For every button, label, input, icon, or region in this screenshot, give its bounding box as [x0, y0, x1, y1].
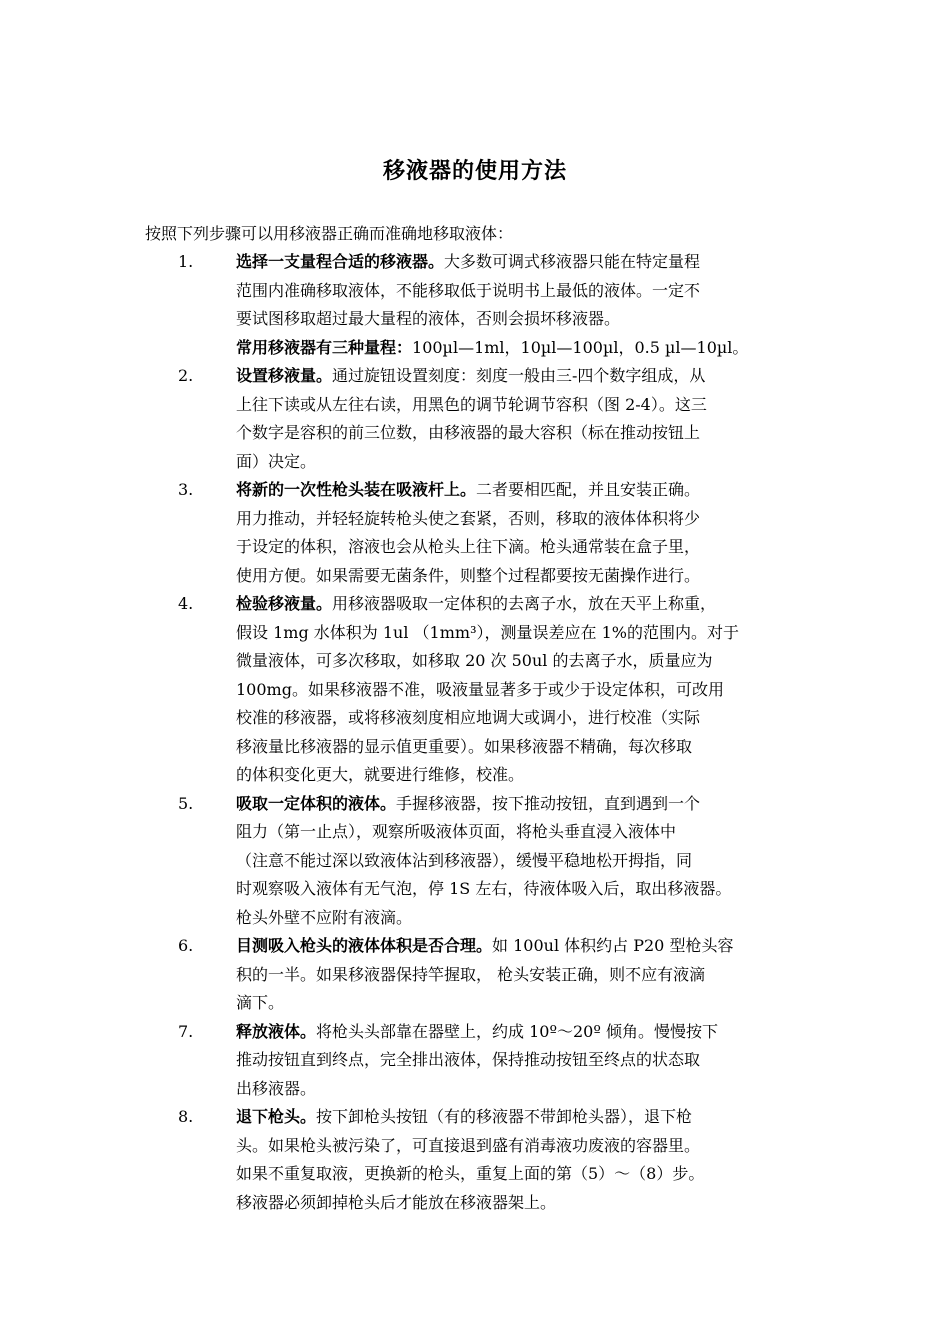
step-line: 100mg。如果移液器不准，吸液量显著多于或少于设定体积，可改用 — [236, 679, 724, 699]
step-text: 二者要相匹配，并且安装正确。 — [476, 480, 701, 499]
step-line: 要试图移取超过最大量程的液体，否则会损坏移液器。 — [236, 309, 621, 328]
step-line: 出移液器。 — [236, 1078, 317, 1098]
step-text: 大多数可调式移液器只能在特定量程 — [444, 252, 701, 271]
note-value: 100µl—1ml，10µl—100µl，0.5 µl—10µl。 — [412, 337, 749, 357]
step-line: 枪头外壁不应附有液滴。 — [236, 907, 413, 927]
step-heading: 吸取一定体积的液体。 — [236, 793, 397, 813]
step-line — [236, 476, 950, 505]
step-line: 如果不重复取液，更换新的枪头，重复上面的第（5）～（8）步。 — [236, 1164, 705, 1183]
step-heading: 检验移液量。 — [236, 594, 333, 613]
note-label: 常用移液器有三种量程： — [236, 337, 413, 357]
step-line: （注意不能过深以致液体沾到移液器），缓慢平稳地松开拇指，同 — [236, 850, 693, 870]
step-line: 移液量比移液器的显示值更重要）。如果移液器不精确，每次移取 — [236, 736, 693, 756]
step-2 — [0, 362, 950, 476]
step-heading: 选择一支量程合适的移液器。 — [236, 252, 445, 271]
step-line: 时观察吸入液体有无气泡，停 1S 左右，待液体吸入后，取出移液器。 — [236, 879, 732, 898]
step-line: 面）决定。 — [236, 451, 317, 471]
step-line: 个数字是容积的前三位数，由移液器的最大容积（标在推动按钮上 — [236, 423, 701, 442]
step-heading: 将新的一次性枪头装在吸液杆上。 — [236, 480, 477, 499]
step-number: 6. — [178, 936, 194, 955]
step-number: 4. — [178, 594, 194, 613]
step-text: 手握移液器，按下推动按钮，直到遇到一个 — [396, 793, 701, 813]
step-1 — [0, 248, 950, 362]
step-line: 滴下。 — [236, 993, 285, 1012]
step-heading: 释放液体。 — [236, 1021, 317, 1041]
step-number: 1. — [178, 252, 194, 271]
step-5 — [0, 790, 950, 933]
step-line — [236, 932, 950, 961]
step-4 — [0, 590, 950, 790]
step-line — [236, 1018, 950, 1047]
step-text: 通过旋钮设置刻度：刻度一般由三-四个数字组成，从 — [332, 366, 706, 385]
step-line: 头。如果枪头被污染了，可直接退到盛有消毒液功废液的容器里。 — [236, 1135, 701, 1155]
intro-text: 按照下列步骤可以用移液器正确而准确地移取液体： — [145, 224, 514, 243]
step-line: 使用方便。如果需要无菌条件，则整个过程都要按无菌操作进行。 — [236, 565, 701, 585]
step-line — [236, 590, 950, 619]
step-text: 按下卸枪头按钮（有的移液器不带卸枪头器），退下枪 — [316, 1107, 693, 1126]
step-7 — [0, 1018, 950, 1104]
step-line — [236, 790, 950, 819]
step-text: 如 100ul 体积约占 P20 型枪头容 — [492, 936, 734, 955]
step-line — [236, 362, 950, 391]
step-number: 8. — [178, 1107, 194, 1126]
step-6 — [0, 932, 950, 1018]
step-line: 用力推动，并轻轻旋转枪头使之套紧，否则，移取的液体体积将少 — [236, 508, 701, 528]
step-text: 将枪头头部靠在器壁上，约成 10º～20º 倾角。慢慢按下 — [316, 1021, 718, 1041]
step-line: 移液器必须卸掉枪头后才能放在移液器架上。 — [236, 1192, 557, 1212]
step-8 — [0, 1103, 950, 1217]
step-line: 校准的移液器，或将移液刻度相应地调大或调小，进行校准（实际 — [236, 708, 701, 727]
step-line: 范围内准确移取液体，不能移取低于说明书上最低的液体。一定不 — [236, 280, 701, 300]
step-text: 用移液器吸取一定体积的去离子水，放在天平上称重， — [332, 594, 717, 613]
step-line: 假设 1mg 水体积为 1ul （1mm³），测量误差应在 1%的范围内。对于 — [236, 622, 739, 642]
step-number: 7. — [178, 1021, 194, 1041]
step-number: 5. — [178, 793, 194, 813]
step-line: 的体积变化更大，就要进行维修，校准。 — [236, 765, 525, 784]
step-line — [236, 1103, 950, 1132]
step-3 — [0, 476, 950, 590]
steps-list — [0, 248, 950, 1217]
step-line: 于设定的体积，溶液也会从枪头上往下滴。枪头通常装在盒子里， — [236, 537, 701, 556]
step-line: 微量液体，可多次移取，如移取 20 次 50ul 的去离子水，质量应为 — [236, 651, 713, 670]
step-number: 3. — [178, 480, 194, 499]
step-line: 上往下读或从左往右读，用黑色的调节轮调节容积（图 2-4）。这三 — [236, 394, 707, 414]
step-line: 积的一半。如果移液器保持竿握取， 枪头安装正确，则不应有液滴 — [236, 964, 706, 984]
step-line: 推动按钮直到终点，完全排出液体，保持推动按钮至终点的状态取 — [236, 1050, 701, 1069]
page-title: 移液器的使用方法 — [382, 159, 567, 184]
step-heading: 设置移液量。 — [236, 366, 333, 385]
step-heading: 目测吸入枪头的液体体积是否合理。 — [236, 936, 493, 955]
step-note — [236, 334, 950, 363]
step-heading: 退下枪头。 — [236, 1107, 317, 1126]
step-number: 2. — [178, 366, 194, 385]
step-line: 阻力（第一止点），观察所吸液体页面，将枪头垂直浸入液体中 — [236, 822, 677, 841]
step-line — [236, 248, 950, 277]
